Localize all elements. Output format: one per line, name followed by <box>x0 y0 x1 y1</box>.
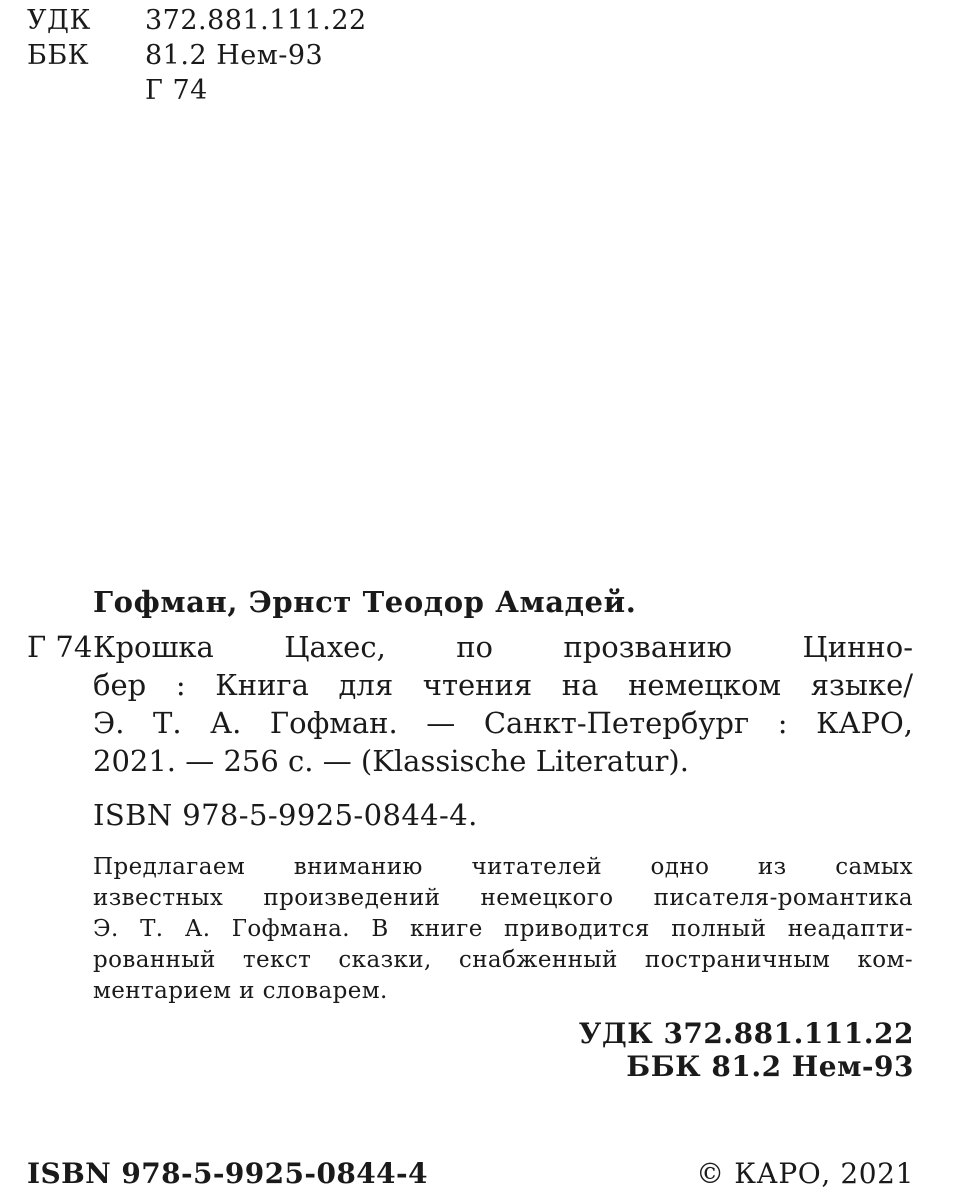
entry-line: Э. Т. А. Гофман. — Санкт-Петербург : КАРО, <box>93 706 913 740</box>
copyright: © КАРО, 2021 <box>696 1157 914 1190</box>
bbk-value: 81.2 Нем-93 <box>145 40 324 71</box>
entry-isbn: ISBN 978-5-9925-0844-4. <box>93 798 478 832</box>
entry-author: Гофман, Эрнст Теодор Амадей. <box>93 585 637 619</box>
bbk-code: ББК 81.2 Нем-93 <box>626 1050 914 1083</box>
annotation-line: известных произведений немецкого писателя-романтика <box>93 885 913 911</box>
bbk-label: ББК <box>27 40 90 71</box>
udk-label: УДК <box>27 5 91 36</box>
udk-value: 372.881.111.22 <box>145 5 367 36</box>
footer-isbn: ISBN 978-5-9925-0844-4 <box>27 1157 428 1190</box>
entry-line: бер : Книга для чтения на немецком языке/ <box>93 668 913 702</box>
entry-code: Г 74 <box>27 630 93 664</box>
entry-line: Крошка Цахес, по прозванию Цинно- <box>93 630 913 664</box>
annotation-line: рованный текст сказки, снабженный постраничным ком- <box>93 947 913 973</box>
annotation-line: ментарием и словарем. <box>93 978 388 1004</box>
annotation-line: Предлагаем вниманию читателей одно из самых <box>93 854 913 880</box>
annotation-line: Э. Т. А. Гофмана. В книге приводится полный неадапти- <box>93 916 913 942</box>
author-mark: Г 74 <box>145 75 208 106</box>
entry-line: 2021. — 256 с. — (Klassische Literatur). <box>93 744 689 778</box>
udk-code: УДК 372.881.111.22 <box>578 1017 914 1050</box>
